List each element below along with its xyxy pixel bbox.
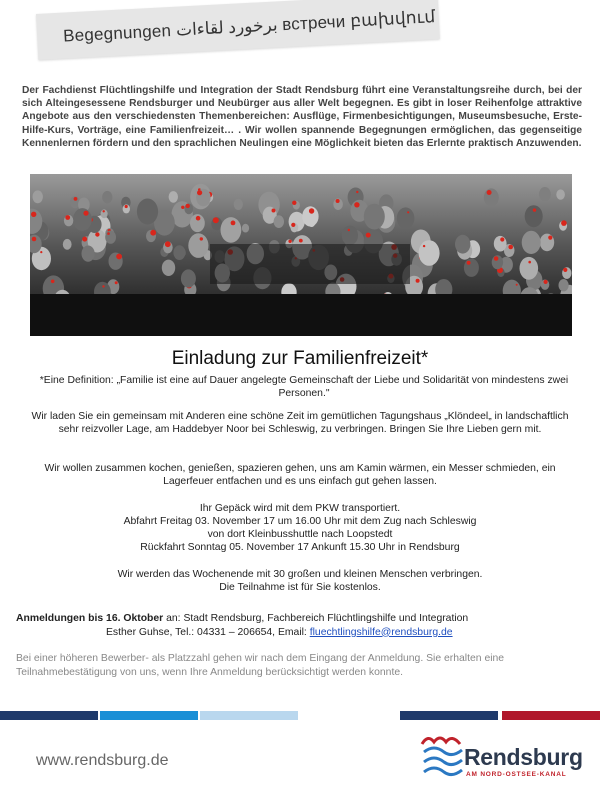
registration-deadline: Anmeldungen bis 16. Oktober bbox=[16, 613, 164, 624]
intro-paragraph: Der Fachdienst Flüchtlingshilfe und Integration der Stadt Rendsburg führt eine Veranstaltungsreihe durch, bei der sich Alteingesessene Rendsburger und Neubürger aus aller Welt begegnen. Es gibt in loser Reihenfolge attraktive Angebote aus den verschiedensten Themenbereichen: Ausflüge, Firmenbesichtigungen, Museumsbesuche, Erste-Hilfe-Kurs, Vorträge, eine Familienfreizeit… . Wir wollen spannende Begegnungen ermöglichen, das gegenseitige Kennenlernen fördern und den sprachlichen Neulingen eine Möglichkeit bieten das Erlernte praktisch Anzuwenden. bbox=[22, 85, 582, 149]
email-link[interactable]: fluechtlingshilfe@rendsburg.de bbox=[309, 626, 453, 638]
participants-line: Wir werden das Wochenende mit 30 großen und kleinen Menschen verbringen. bbox=[117, 569, 483, 580]
departure-line: Abfahrt Freitag 03. November 17 um 16.00 Uhr mit dem Zug nach Schleswig bbox=[123, 516, 477, 527]
banner-text: Begegnungen برخورد لقاءات встречи բախվում bbox=[62, 7, 436, 46]
stripe-navy bbox=[0, 711, 98, 720]
family-definition: *Eine Definition: „Familie ist eine auf Dauer angelegte Gemeinschaft der Liebe und Solidarität von mindestens zwei Personen." bbox=[39, 375, 569, 399]
allocation-note: Bei einer höheren Bewerber- als Platzzahl gehen wir nach dem Eingang der Anmeldung. Sie erhalten eine Teilnahmebestätigung von uns, wenn Ihre Anmeldung berücksichtigt werden konnte. bbox=[16, 653, 505, 678]
shuttle-line: von dort Kleinbusshuttle nach Loopstedt bbox=[207, 529, 393, 540]
stripe-red bbox=[502, 711, 600, 720]
logo-tagline: AM NORD-OSTSEE-KANAL bbox=[466, 771, 567, 778]
stripe-blue bbox=[100, 711, 198, 720]
invitation-heading: Einladung zur Familienfreizeit* bbox=[171, 348, 429, 369]
website-url[interactable]: www.rendsburg.de bbox=[36, 752, 169, 769]
invitation-paragraph: Wir laden Sie ein gemeinsam mit Anderen eine schöne Zeit im gemütlichen Tagungshaus „Klöndeel„ in landschaftlich sehr reizvoller Lage, am Haddebyer Noor bei Schleswig, zu verbringen. Bringen Sie Ihre Lieben gern mit. bbox=[31, 411, 569, 435]
logo-name: Rendsburg bbox=[464, 744, 583, 770]
title-banner bbox=[36, 0, 440, 60]
stripe-light-blue bbox=[200, 711, 298, 720]
frog-figurines-photo bbox=[30, 174, 572, 336]
stripe-white bbox=[300, 711, 398, 720]
color-stripes bbox=[0, 711, 600, 720]
registration-info bbox=[16, 612, 586, 639]
travel-info bbox=[24, 502, 576, 554]
registration-address: an: Stadt Rendsburg, Fachbereich Flüchtlingshilfe und Integration bbox=[163, 613, 469, 624]
free-participation-line: Die Teilnahme ist für Sie kostenlos. bbox=[219, 582, 381, 593]
luggage-line: Ihr Gepäck wird mit dem PKW transportiert. bbox=[199, 503, 401, 514]
activities-paragraph: Wir wollen zusammen kochen, genießen, spazieren gehen, uns am Kamin wärmen, ein Messer schmieden, ein Lagerfeuer entfachen und es uns einfach gut gehen lassen. bbox=[44, 463, 556, 487]
return-line: Rückfahrt Sonntag 05. November 17 Ankunft 15.30 Uhr in Rendsburg bbox=[140, 542, 460, 553]
weekend-info bbox=[24, 568, 576, 594]
contact-person: Esther Guhse, Tel.: 04331 – 206654, Email: bbox=[106, 626, 310, 638]
stripe-navy-2 bbox=[400, 711, 498, 720]
